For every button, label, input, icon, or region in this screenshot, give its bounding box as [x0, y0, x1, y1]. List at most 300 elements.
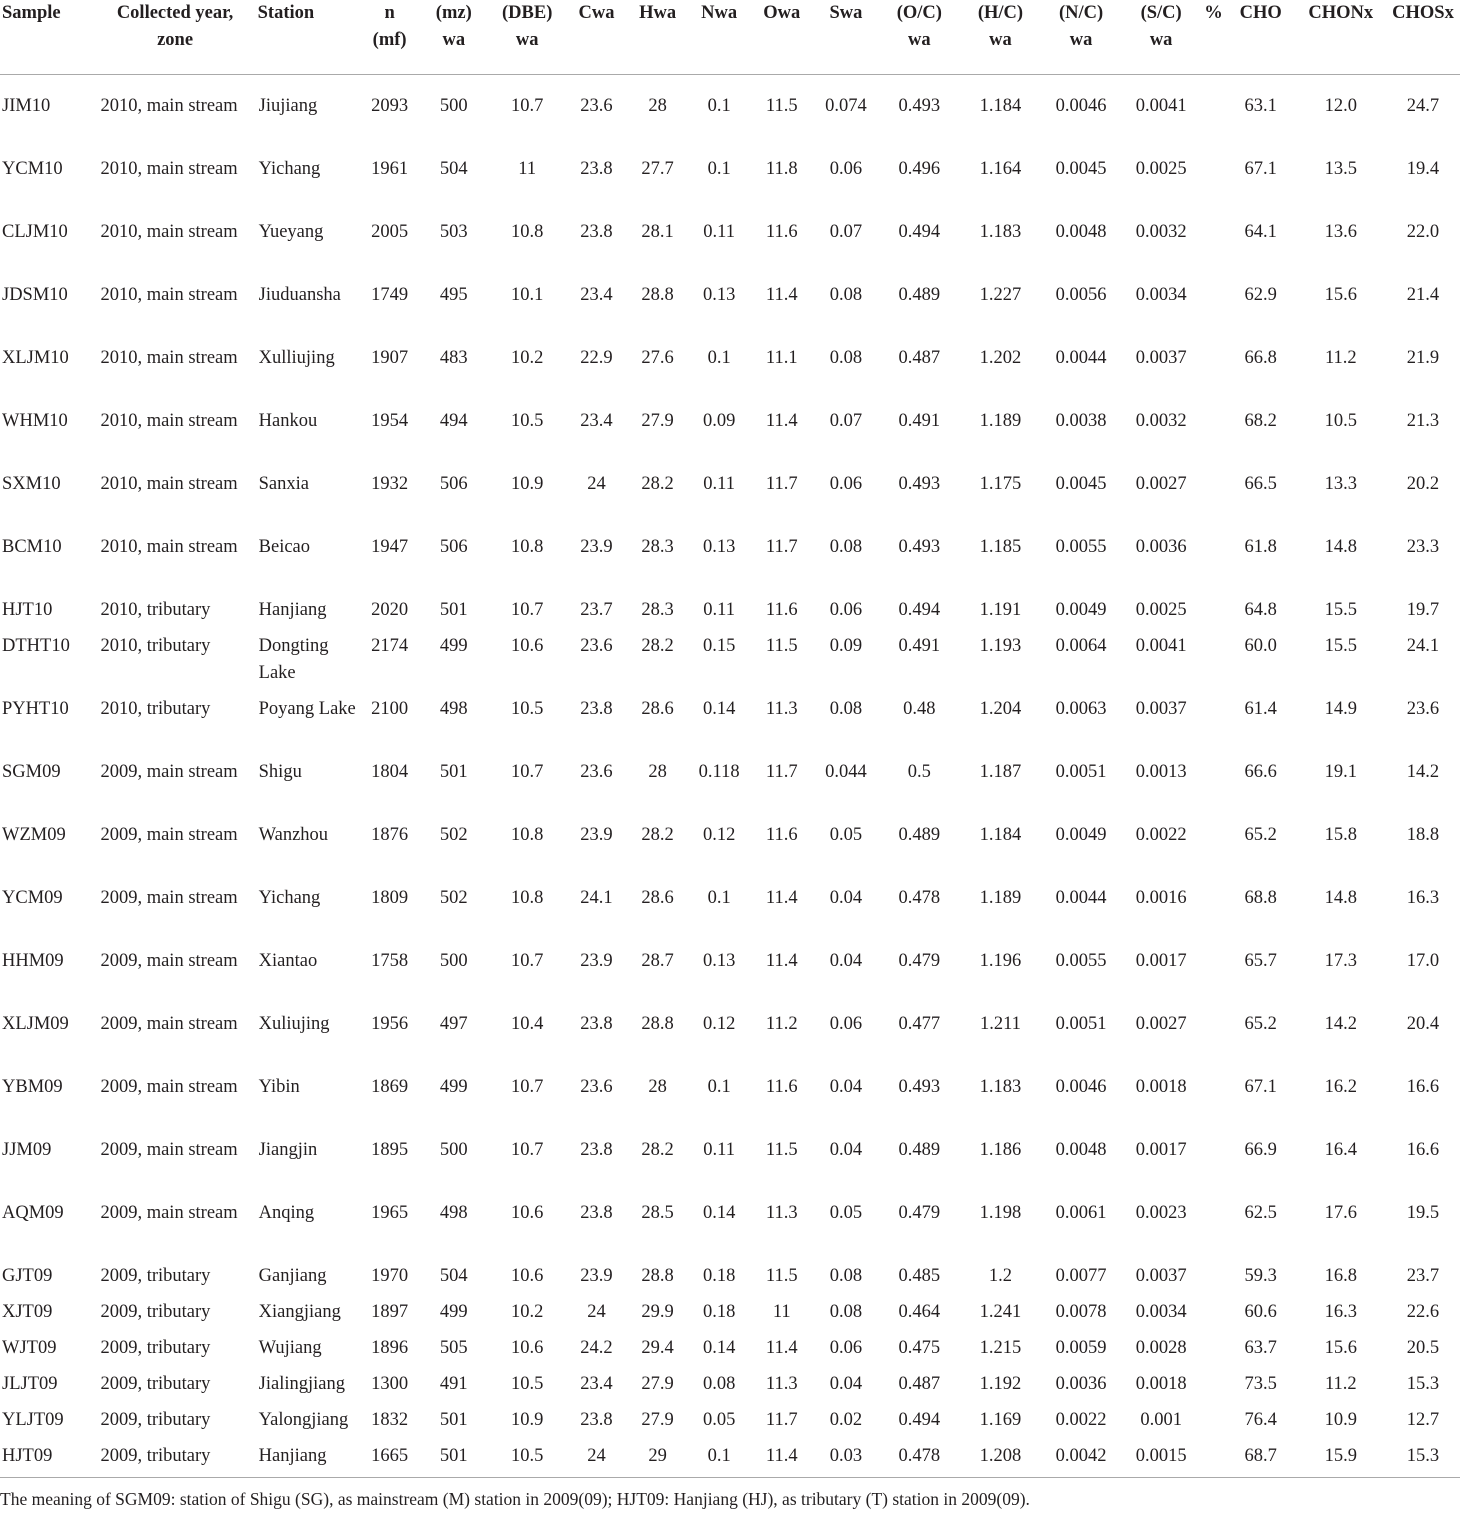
cell-nc-wa: 0.0051: [1055, 762, 1107, 782]
cell-dbe-wa: 10.4: [511, 1014, 544, 1034]
cell-sample: AQM09: [2, 1203, 64, 1223]
cell-percent: [1201, 1335, 1226, 1371]
cell-cwa: 23.6: [580, 1077, 613, 1097]
cell-n-mf: 1804: [371, 762, 409, 782]
cell-sample: XLJM10: [2, 348, 69, 368]
cell-swa: 0.02: [829, 1410, 863, 1430]
cell-nc-wa: 0.0022: [1055, 1410, 1107, 1430]
cell-cho: 68.7: [1226, 1443, 1296, 1478]
cell-station: Anqing: [258, 1203, 315, 1223]
cell-nc-wa: 0.0063: [1055, 699, 1107, 719]
column-header-nc-wa: [1041, 0, 1121, 75]
column-header-line: wa: [1149, 30, 1173, 50]
cell-sc-wa: 0.0017: [1135, 951, 1187, 971]
cell-chonx: 14.9: [1324, 699, 1357, 719]
cell-chonx: 16.3: [1324, 1302, 1357, 1322]
cell-hwa: 29.9: [641, 1302, 674, 1322]
cell-nc-wa: 0.0061: [1055, 1203, 1107, 1223]
cell-percent: [1201, 1299, 1226, 1335]
cell-chonx: 10.5: [1324, 411, 1357, 431]
column-header-cho: [1226, 0, 1296, 75]
cell-swa: 0.06: [829, 1338, 863, 1358]
cell-oc-wa: 0.489: [898, 825, 941, 845]
cell-cho: 76.4: [1244, 1410, 1277, 1430]
cell-chosx: 19.4: [1406, 159, 1440, 179]
column-header-line: Station: [257, 3, 315, 23]
cell-percent: [1201, 633, 1226, 696]
column-header-owa: [750, 0, 813, 75]
cell-sc-wa: 0.001: [1140, 1410, 1182, 1430]
table-row: [0, 822, 1460, 885]
cell-owa: 11.8: [765, 159, 798, 179]
column-header-mz-wa: [419, 0, 489, 75]
cell-oc-wa: 0.478: [898, 888, 941, 908]
cell-nwa: 0.13: [702, 285, 736, 305]
cell-chonx: 13.6: [1324, 222, 1357, 242]
cell-cwa: 24: [587, 1302, 606, 1322]
cell-sc-wa: 0.0027: [1135, 1014, 1187, 1034]
cell-collected-year-zone: 2010, main stream: [100, 411, 238, 431]
cell-oc-wa: 0.493: [898, 537, 941, 557]
cell-cwa: 22.9: [580, 348, 613, 368]
cell-n-mf: 1300: [371, 1374, 409, 1394]
cell-hc-wa: 1.185: [979, 537, 1022, 557]
column-header-line: CHOSx: [1392, 3, 1454, 23]
column-header-swa: [813, 0, 879, 75]
cell-station: Dongting Lake: [258, 636, 329, 683]
cell-nwa: 0.1: [688, 1443, 751, 1478]
cell-hc-wa: 1.193: [979, 636, 1022, 656]
cell-chosx: 22.0: [1406, 222, 1440, 242]
cell-dbe-wa: 10.6: [511, 636, 544, 656]
cell-collected-year-zone: 2009, main stream: [100, 1203, 238, 1223]
cell-hc-wa: 1.191: [979, 600, 1022, 620]
cell-swa: 0.05: [829, 825, 863, 845]
cell-cho: 61.4: [1244, 699, 1277, 719]
cell-nwa: 0.11: [703, 474, 735, 494]
cell-cwa: 23.8: [580, 222, 613, 242]
cell-collected-year-zone: 2009, tributary: [100, 1338, 211, 1358]
cell-n-mf: 1965: [371, 1203, 409, 1223]
cell-sample: JLJT09: [2, 1374, 58, 1394]
cell-collected-year-zone: 2009, main stream: [100, 1140, 238, 1160]
cell-nc-wa: 0.0038: [1055, 411, 1107, 431]
cell-sample: YCM09: [2, 888, 63, 908]
cell-chosx: 22.6: [1406, 1302, 1440, 1322]
cell-mz-wa: 499: [439, 636, 468, 656]
cell-chosx: 14.2: [1406, 762, 1440, 782]
table-row: [0, 1263, 1460, 1299]
column-header-percent: [1201, 0, 1226, 75]
column-header-line: wa: [1069, 30, 1093, 50]
cell-nc-wa: 0.0044: [1055, 348, 1107, 368]
cell-sc-wa: 0.0017: [1135, 1140, 1187, 1160]
cell-oc-wa: 0.487: [898, 1374, 941, 1394]
cell-cwa: 23.6: [580, 636, 613, 656]
cell-dbe-wa: 10.5: [489, 1443, 566, 1478]
cell-cho: 60.0: [1244, 636, 1277, 656]
cell-sample: WJT09: [2, 1338, 57, 1358]
cell-hc-wa: 1.184: [979, 96, 1022, 116]
cell-nwa: 0.11: [703, 1140, 735, 1160]
table-row: [0, 156, 1460, 219]
cell-cho: 67.1: [1244, 1077, 1277, 1097]
cell-percent: [1201, 1263, 1226, 1299]
cell-hwa: 28.2: [641, 825, 674, 845]
cell-owa: 11.6: [765, 825, 798, 845]
table-row: [0, 1371, 1460, 1407]
cell-chonx: 10.9: [1324, 1410, 1357, 1430]
table-row: [0, 219, 1460, 282]
cell-station: Wanzhou: [258, 825, 329, 845]
cell-percent: [1201, 885, 1226, 948]
column-header-line: (H/C): [977, 3, 1024, 23]
cell-swa: 0.09: [829, 636, 863, 656]
column-header-line: n: [384, 3, 395, 23]
cell-hwa: 28: [648, 1077, 667, 1097]
cell-hc-wa: 1.198: [979, 1203, 1022, 1223]
cell-percent: [1201, 1074, 1226, 1137]
cell-collected-year-zone: 2009, tributary: [100, 1410, 211, 1430]
cell-hc-wa: 1.241: [979, 1302, 1022, 1322]
cell-chosx: 20.2: [1406, 474, 1440, 494]
cell-percent: [1201, 1011, 1226, 1074]
cell-n-mf: 1896: [371, 1338, 409, 1358]
cell-cho: 61.8: [1244, 537, 1277, 557]
cell-station: Jiuduansha: [258, 285, 341, 305]
cell-dbe-wa: 10.5: [511, 1374, 544, 1394]
column-header-chonx: [1296, 0, 1386, 75]
table-row: [0, 1443, 1460, 1478]
cell-nc-wa: 0.0059: [1055, 1338, 1107, 1358]
cell-mz-wa: 500: [439, 951, 468, 971]
cell-swa: 0.08: [829, 1302, 863, 1322]
cell-sc-wa: 0.0032: [1135, 222, 1187, 242]
cell-mz-wa: 503: [439, 222, 468, 242]
cell-swa: 0.07: [829, 222, 863, 242]
cell-mz-wa: 498: [439, 1203, 468, 1223]
cell-cho: 60.6: [1244, 1302, 1277, 1322]
cell-owa: 11.4: [765, 285, 798, 305]
cell-sc-wa: 0.0036: [1135, 537, 1187, 557]
cell-swa: 0.04: [829, 1374, 863, 1394]
cell-chonx: 15.5: [1324, 600, 1357, 620]
cell-cwa: 23.6: [580, 96, 613, 116]
cell-chonx: 19.1: [1324, 762, 1357, 782]
cell-oc-wa: 0.48: [903, 699, 936, 719]
cell-cwa: 23.9: [580, 537, 613, 557]
cell-station: Xuliujing: [258, 1014, 330, 1034]
cell-chonx: 17.6: [1324, 1203, 1357, 1223]
cell-owa: 11.7: [765, 1410, 798, 1430]
cell-cwa: 23.8: [580, 1140, 613, 1160]
cell-n-mf: 1961: [371, 159, 409, 179]
cell-owa: 11.4: [765, 888, 798, 908]
cell-oc-wa: 0.494: [898, 1410, 941, 1430]
cell-swa: 0.04: [829, 951, 863, 971]
cell-collected-year-zone: 2009, tributary: [100, 1302, 211, 1322]
cell-hc-wa: 1.186: [979, 1140, 1022, 1160]
cell-mz-wa: 502: [439, 825, 468, 845]
cell-nwa: 0.18: [702, 1266, 736, 1286]
cell-cho: 66.9: [1244, 1140, 1277, 1160]
cell-dbe-wa: 10.7: [511, 762, 544, 782]
cell-percent: [1201, 534, 1226, 597]
cell-oc-wa: 0.491: [898, 636, 941, 656]
cell-chosx: 21.4: [1406, 285, 1440, 305]
cell-cho: 62.5: [1244, 1203, 1277, 1223]
cell-mz-wa: 506: [439, 474, 468, 494]
cell-chonx: 14.2: [1324, 1014, 1357, 1034]
cell-chonx: 16.8: [1324, 1266, 1357, 1286]
cell-cwa: 24: [566, 1443, 628, 1478]
cell-hwa: 28: [648, 762, 667, 782]
cell-cwa: 23.4: [580, 1374, 613, 1394]
cell-chosx: 23.6: [1406, 699, 1440, 719]
cell-cho: 63.1: [1244, 96, 1277, 116]
cell-hwa: 28.2: [641, 474, 674, 494]
column-header-line: (DBE): [502, 3, 553, 23]
column-header-line: wa: [989, 30, 1012, 50]
cell-oc-wa: 0.478: [879, 1443, 960, 1478]
cell-swa: 0.04: [829, 1140, 863, 1160]
cell-nwa: 0.15: [702, 636, 736, 656]
cell-station: Yichang: [258, 159, 321, 179]
cell-nwa: 0.1: [707, 348, 731, 368]
cell-cho: 65.7: [1244, 951, 1277, 971]
cell-sc-wa: 0.0023: [1135, 1203, 1187, 1223]
cell-chonx: 15.5: [1324, 636, 1357, 656]
column-header-line: Sample: [2, 3, 61, 23]
cell-collected-year-zone: 2009, tributary: [100, 1374, 211, 1394]
cell-sc-wa: 0.0018: [1135, 1077, 1187, 1097]
cell-collected-year-zone: 2010, main stream: [100, 537, 238, 557]
column-header-line: (O/C): [896, 3, 942, 23]
column-header-line: Hwa: [639, 3, 677, 23]
column-header-line: Owa: [763, 3, 801, 23]
cell-swa: 0.08: [829, 1266, 863, 1286]
cell-swa: 0.06: [829, 1014, 863, 1034]
cell-cwa: 23.8: [580, 1014, 613, 1034]
cell-n-mf: 1897: [371, 1302, 409, 1322]
cell-station: Beicao: [258, 537, 311, 557]
cell-nc-wa: 0.0045: [1055, 474, 1107, 494]
cell-hc-wa: 1.169: [979, 1410, 1022, 1430]
cell-n-mf: 1895: [371, 1140, 409, 1160]
cell-collected-year-zone: 2010, main stream: [100, 222, 238, 242]
cell-sc-wa: 0.0037: [1135, 1266, 1187, 1286]
cell-collected-year-zone: 2010, main stream: [100, 96, 238, 116]
cell-sample: YCM10: [2, 159, 63, 179]
cell-nwa: 0.18: [702, 1302, 736, 1322]
cell-hc-wa: 1.215: [979, 1338, 1022, 1358]
cell-owa: 11.6: [765, 222, 798, 242]
cell-oc-wa: 0.477: [898, 1014, 941, 1034]
cell-chosx: 18.8: [1406, 825, 1440, 845]
cell-nc-wa: 0.0049: [1055, 825, 1107, 845]
cell-percent: [1201, 471, 1226, 534]
cell-collected-year-zone: 2009, tributary: [94, 1443, 255, 1478]
cell-hwa: 28: [648, 96, 667, 116]
cell-nwa: 0.08: [702, 1374, 736, 1394]
cell-collected-year-zone: 2009, main stream: [100, 888, 238, 908]
cell-mz-wa: 500: [439, 96, 468, 116]
cell-swa: 0.06: [829, 600, 863, 620]
cell-sample: WHM10: [2, 411, 68, 431]
cell-cwa: 23.9: [580, 951, 613, 971]
cell-dbe-wa: 10.6: [511, 1266, 544, 1286]
table-row: [0, 1335, 1460, 1371]
cell-hc-wa: 1.192: [979, 1374, 1022, 1394]
cell-oc-wa: 0.494: [898, 222, 941, 242]
cell-dbe-wa: 10.8: [511, 825, 544, 845]
cell-hc-wa: 1.208: [960, 1443, 1041, 1478]
cell-n-mf: 1876: [371, 825, 409, 845]
cell-hwa: 28.1: [641, 222, 674, 242]
column-header-line: (mf): [372, 30, 407, 50]
cell-n-mf: 1832: [371, 1410, 409, 1430]
cell-cwa: 23.7: [580, 600, 613, 620]
cell-dbe-wa: 10.7: [511, 1077, 544, 1097]
cell-sample: HJT09: [0, 1443, 94, 1478]
cell-chosx: 16.6: [1406, 1140, 1440, 1160]
cell-percent: [1201, 282, 1226, 345]
cell-hc-wa: 1.187: [979, 762, 1022, 782]
cell-station: Yalongjiang: [258, 1410, 349, 1430]
cell-sc-wa: 0.0037: [1135, 699, 1187, 719]
table-row: [0, 1200, 1460, 1263]
cell-chosx: 21.3: [1406, 411, 1440, 431]
table-body: [0, 75, 1460, 1478]
cell-hwa: 28.8: [641, 1266, 674, 1286]
cell-mz-wa: 500: [439, 1140, 468, 1160]
cell-chosx: 20.4: [1406, 1014, 1440, 1034]
cell-owa: 11.4: [765, 951, 798, 971]
cell-station: Shigu: [258, 762, 302, 782]
cell-swa: 0.08: [829, 699, 863, 719]
cell-cwa: 24.2: [580, 1338, 613, 1358]
cell-cho: 66.5: [1244, 474, 1277, 494]
cell-dbe-wa: 10.7: [511, 951, 544, 971]
cell-percent: [1201, 822, 1226, 885]
cell-collected-year-zone: 2010, main stream: [100, 348, 238, 368]
column-header-line: (S/C): [1140, 3, 1182, 23]
cell-oc-wa: 0.479: [898, 951, 941, 971]
cell-n-mf: 2100: [371, 699, 409, 719]
cell-n-mf: 1956: [371, 1014, 409, 1034]
cell-oc-wa: 0.493: [898, 474, 941, 494]
cell-sc-wa: 0.0025: [1135, 600, 1187, 620]
cell-hc-wa: 1.175: [979, 474, 1022, 494]
cell-collected-year-zone: 2010, main stream: [100, 474, 238, 494]
cell-oc-wa: 0.487: [898, 348, 941, 368]
cell-collected-year-zone: 2010, main stream: [100, 285, 238, 305]
table-row: [0, 534, 1460, 597]
column-header-cwa: [566, 0, 628, 75]
cell-mz-wa: 501: [439, 1410, 468, 1430]
table-row: [0, 948, 1460, 1011]
cell-mz-wa: 495: [439, 285, 468, 305]
cell-chonx: 14.8: [1324, 537, 1357, 557]
cell-station: Jialingjiang: [258, 1374, 345, 1394]
cell-chosx: 24.7: [1406, 96, 1440, 116]
cell-n-mf: 1758: [371, 951, 409, 971]
cell-owa: 11.7: [765, 474, 798, 494]
cell-station: Hankou: [258, 411, 318, 431]
cell-station: Yueyang: [258, 222, 324, 242]
cell-percent: [1201, 948, 1226, 1011]
cell-oc-wa: 0.475: [898, 1338, 941, 1358]
cell-station: Yibin: [258, 1077, 300, 1097]
cell-nwa: 0.09: [702, 411, 736, 431]
cell-owa: 11.4: [750, 1443, 813, 1478]
cell-hc-wa: 1.164: [979, 159, 1022, 179]
cell-oc-wa: 0.485: [898, 1266, 941, 1286]
cell-swa: 0.08: [829, 348, 863, 368]
cell-owa: 11: [772, 1302, 791, 1322]
cell-oc-wa: 0.489: [898, 285, 941, 305]
cell-mz-wa: 505: [439, 1338, 468, 1358]
table-row: [0, 282, 1460, 345]
cell-sample: SGM09: [2, 762, 61, 782]
cell-n-mf: 1947: [371, 537, 409, 557]
column-header-dbe-wa: [489, 0, 566, 75]
cell-n-mf: 1809: [371, 888, 409, 908]
cell-nwa: 0.118: [698, 762, 740, 782]
cell-nc-wa: 0.0044: [1055, 888, 1107, 908]
cell-nwa: 0.05: [702, 1410, 736, 1430]
cell-chosx: 21.9: [1406, 348, 1440, 368]
cell-owa: 11.6: [765, 600, 798, 620]
cell-collected-year-zone: 2009, main stream: [100, 1014, 238, 1034]
cell-nc-wa: 0.0045: [1055, 159, 1107, 179]
cell-dbe-wa: 10.2: [511, 1302, 544, 1322]
column-header-line: CHO: [1239, 3, 1282, 23]
cell-cwa: 23.8: [580, 699, 613, 719]
cell-nwa: 0.13: [702, 951, 736, 971]
cell-collected-year-zone: 2009, main stream: [100, 762, 238, 782]
cell-chosx: 24.1: [1406, 636, 1440, 656]
table-row: [0, 408, 1460, 471]
cell-owa: 11.3: [765, 1203, 798, 1223]
cell-n-mf: 1869: [371, 1077, 409, 1097]
cell-oc-wa: 0.493: [898, 1077, 941, 1097]
cell-n-mf: 2093: [371, 96, 409, 116]
table-row: [0, 885, 1460, 948]
column-header-hc-wa: [960, 0, 1041, 75]
cell-nc-wa: 0.0046: [1055, 96, 1107, 116]
cell-swa: 0.04: [829, 1077, 863, 1097]
cell-hc-wa: 1.211: [979, 1014, 1021, 1034]
cell-sc-wa: 0.0037: [1135, 348, 1187, 368]
cell-chonx: 16.2: [1324, 1077, 1357, 1097]
table-row: [0, 1074, 1460, 1137]
cell-sample: JDSM10: [2, 285, 68, 305]
table-footnote: The meaning of SGM09: station of Shigu (SG), as mainstream (M) station in 2009(09); HJT09: Hanjiang (HJ), as tributary (T) station in 2009(09).: [0, 1489, 1030, 1509]
cell-chosx: 16.3: [1406, 888, 1440, 908]
cell-swa: 0.03: [813, 1443, 879, 1478]
cell-owa: 11.5: [765, 96, 798, 116]
cell-dbe-wa: 10.6: [511, 1203, 544, 1223]
column-header-oc-wa: [879, 0, 960, 75]
cell-oc-wa: 0.496: [898, 159, 941, 179]
cell-n-mf: 1749: [371, 285, 409, 305]
column-header-line: Cwa: [578, 3, 615, 23]
cell-mz-wa: 483: [439, 348, 468, 368]
table-row: [0, 345, 1460, 408]
cell-cho: 65.2: [1244, 1014, 1277, 1034]
column-header-sc-wa: [1121, 0, 1201, 75]
